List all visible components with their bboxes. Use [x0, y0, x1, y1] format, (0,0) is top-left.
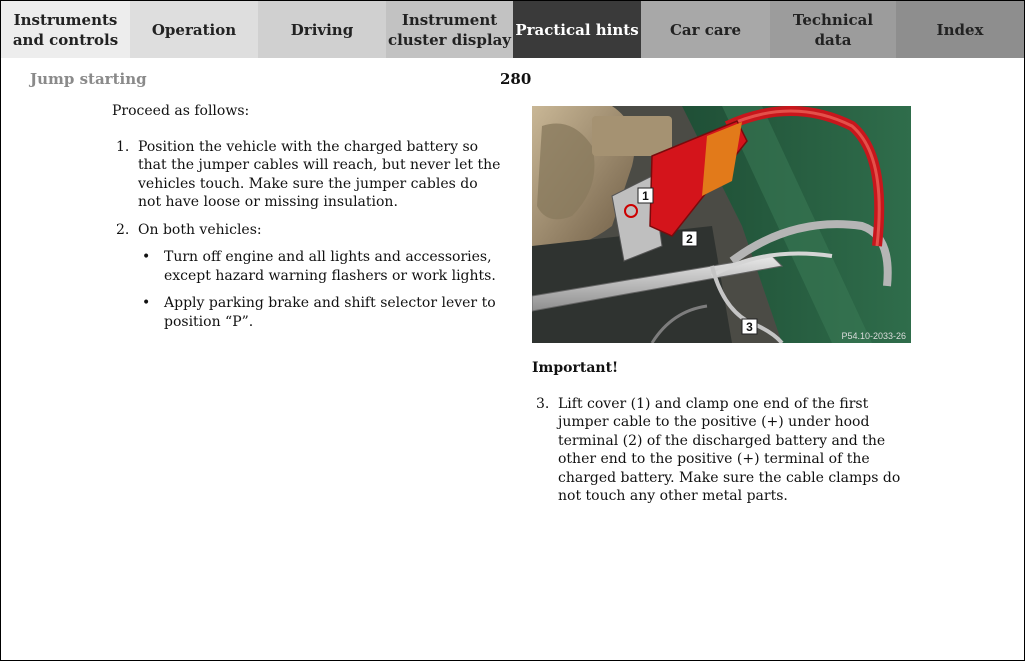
step-1 [112, 138, 502, 212]
important-heading: Important! [532, 360, 619, 376]
step-3 [532, 395, 912, 506]
tab-driving[interactable]: Driving [258, 1, 386, 58]
tab-technical-data[interactable]: Technical data [770, 1, 896, 58]
jump-start-illustration [532, 106, 911, 343]
page-number: 280 [500, 70, 532, 88]
page-title: Jump starting [30, 70, 147, 88]
tab-index[interactable]: Index [896, 1, 1024, 58]
step-text: Position the vehicle with the charged battery so that the jumper cables will reach, but never let the vehicles touch. Make sure the jumper cables do not have loose or missing insulation. [138, 138, 501, 210]
callout-2: 2 [686, 232, 693, 246]
left-column [112, 102, 502, 340]
step-number: 1. [116, 138, 130, 155]
tab-car-care[interactable]: Car care [641, 1, 770, 58]
tab-operation[interactable]: Operation [130, 1, 258, 58]
callout-1: 1 [642, 189, 649, 203]
right-column [532, 359, 912, 515]
chapter-tab-bar [1, 1, 1024, 58]
bullet-list [138, 248, 502, 331]
bullet-item [138, 248, 502, 285]
figure-code: P54.10-2033-26 [841, 331, 906, 341]
step-number: 3. [536, 395, 550, 412]
engine-bay-drawing [532, 106, 911, 343]
step-text: On both vehicles: [138, 221, 262, 238]
bullet-text: Turn off engine and all lights and accessories, except hazard warning flashers or work lights. [164, 249, 496, 284]
engine-cover [592, 116, 672, 156]
step-number: 2. [116, 221, 130, 238]
bullet-icon: • [142, 249, 151, 265]
callout-3: 3 [746, 320, 753, 334]
bullet-item [138, 294, 502, 331]
tab-instruments-and-controls[interactable]: Instruments and controls [1, 1, 130, 58]
intro-text: Proceed as follows: [112, 103, 250, 119]
step-text: Lift cover (1) and clamp one end of the first jumper cable to the positive (+) under hood terminal (2) of the discharged battery and the other end to the positive (+) terminal of the charged battery. Make sure the cable clamps do not touch any other metal parts. [558, 395, 901, 504]
tab-instrument-cluster-display[interactable]: Instrument cluster display [386, 1, 513, 58]
step-2 [112, 221, 502, 332]
bullet-text: Apply parking brake and shift selector lever to position “P”. [164, 295, 496, 330]
tab-practical-hints[interactable]: Practical hints [513, 1, 641, 58]
bullet-icon: • [142, 295, 151, 311]
